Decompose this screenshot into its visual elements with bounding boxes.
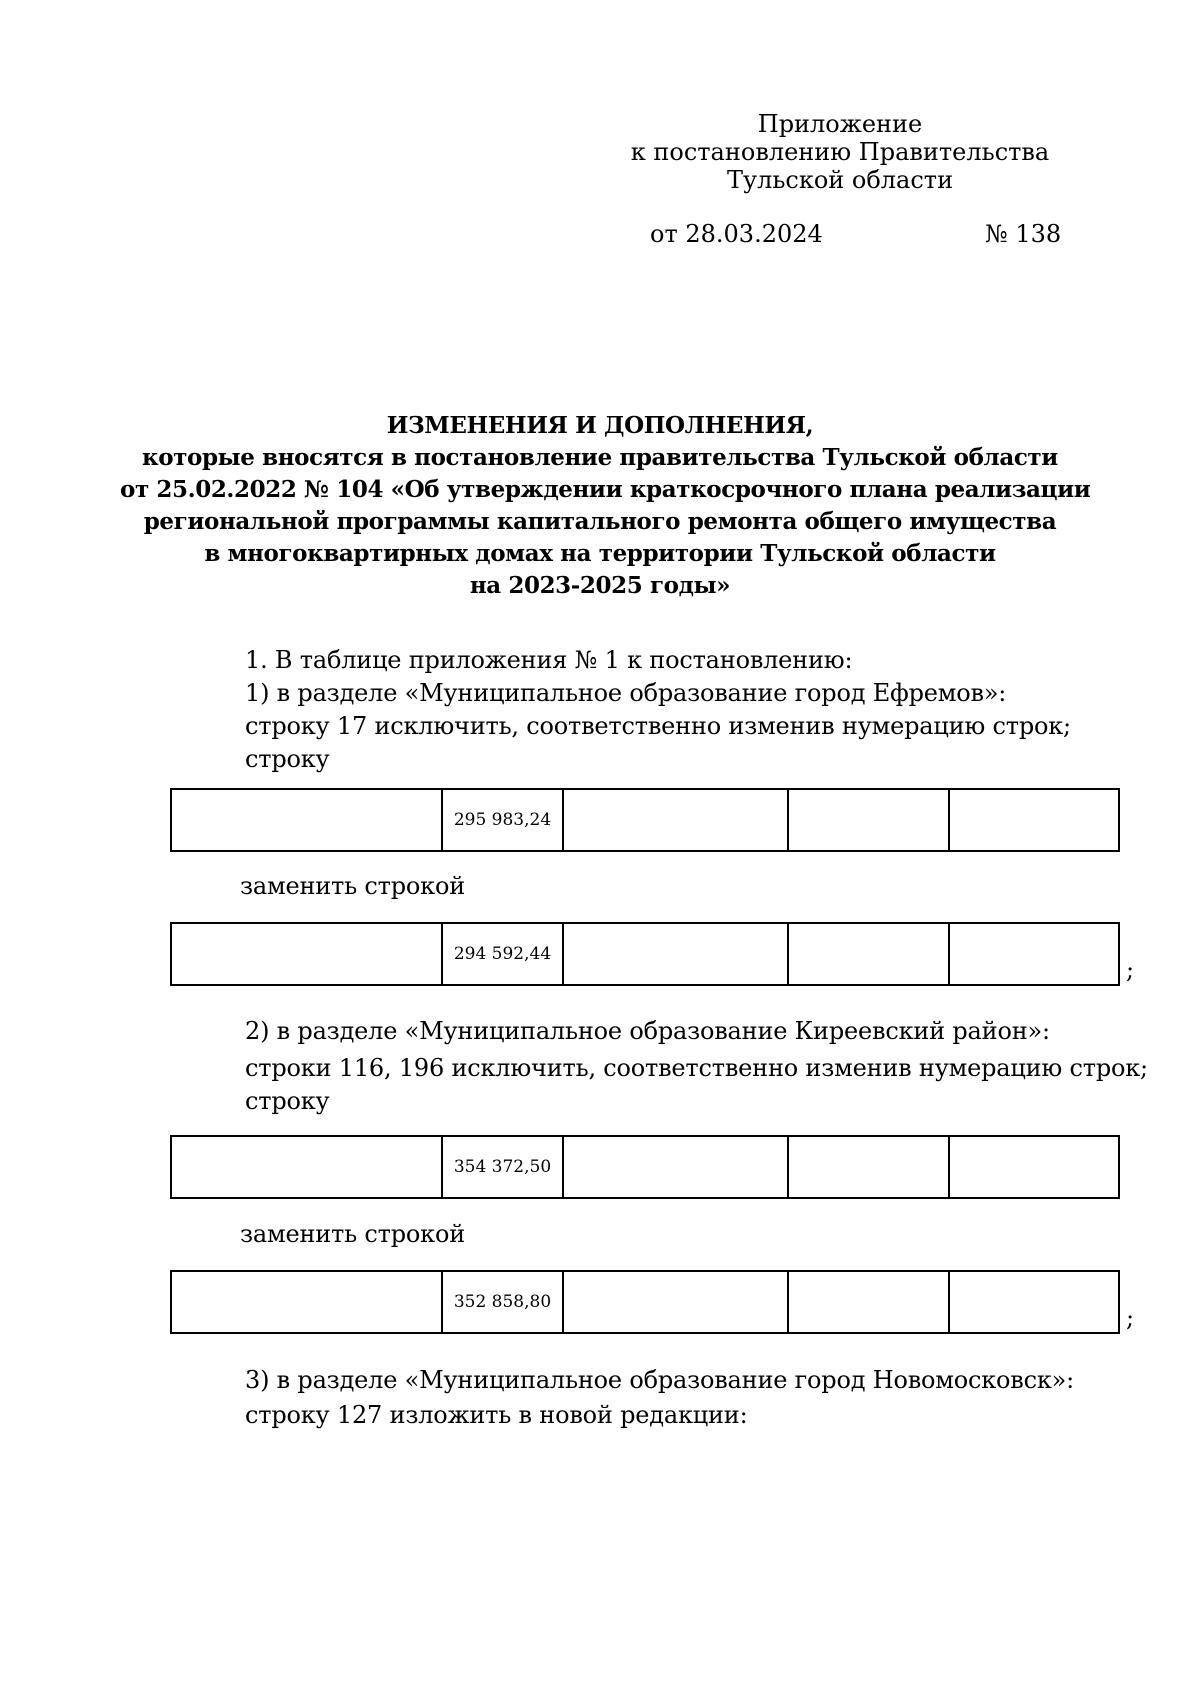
table-row-old-2: [170, 1135, 1120, 1199]
item-1-text: 1. В таблице приложения № 1 к постановлению:: [245, 646, 853, 674]
section-1-heading: 1) в разделе «Муниципальное образование город Ефремов»:: [245, 679, 1007, 707]
section-2-instruction: строки 116, 196 исключить, соответственно изменив нумерацию строк;: [245, 1054, 1148, 1082]
table-row-new-1: [170, 922, 1120, 986]
section-3-instruction: строку 127 изложить в новой редакции:: [245, 1401, 748, 1429]
table-cell: [171, 923, 442, 985]
title-line: на 2023-2025 годы»: [469, 572, 731, 599]
resolution-number: № 138: [985, 220, 1062, 248]
section-2-row-word: строку: [245, 1087, 330, 1115]
semicolon: ;: [1126, 1304, 1135, 1332]
section-2-heading: 2) в разделе «Муниципальное образование Киреевский район»:: [245, 1017, 1050, 1045]
table-cell: [171, 789, 442, 851]
table-cell-value: 354 372,50: [442, 1136, 563, 1198]
replace-text-2: заменить строкой: [240, 1220, 466, 1248]
section-1-instruction: строку 17 исключить, соответственно изменив нумерацию строк;: [245, 712, 1071, 740]
table-cell: [788, 1136, 949, 1198]
appendix-line: Приложение: [757, 110, 923, 138]
table-cell: [563, 1136, 788, 1198]
table-cell: [949, 1271, 1119, 1333]
table-cell: [949, 789, 1119, 851]
table-cell-value: 295 983,24: [442, 789, 563, 851]
table-cell: [563, 923, 788, 985]
title-line: в многоквартирных домах на территории Тульской области: [204, 540, 996, 567]
title-line: ИЗМЕНЕНИЯ И ДОПОЛНЕНИЯ,: [386, 412, 814, 439]
document-title: [120, 410, 1091, 602]
section-3-heading: 3) в разделе «Муниципальное образование город Новомосковск»:: [245, 1366, 1074, 1394]
table-cell: [563, 1271, 788, 1333]
table-cell-value: 294 592,44: [442, 923, 563, 985]
section-1-row-word: строку: [245, 745, 330, 773]
appendix-block: [620, 110, 1060, 194]
title-line: которые вносятся в постановление правительства Тульской области: [142, 444, 1058, 471]
table-cell: [788, 923, 949, 985]
table-cell: [171, 1271, 442, 1333]
table-cell: [563, 789, 788, 851]
table-cell: [171, 1136, 442, 1198]
table-cell-value: 352 858,80: [442, 1271, 563, 1333]
replace-text-1: заменить строкой: [240, 872, 466, 900]
appendix-line: Тульской области: [726, 166, 954, 194]
table-row-new-2: [170, 1270, 1120, 1334]
table-cell: [949, 923, 1119, 985]
table-cell: [788, 789, 949, 851]
table-cell: [949, 1136, 1119, 1198]
table-cell: [788, 1271, 949, 1333]
title-line: от 25.02.2022 № 104 «Об утверждении краткосрочного плана реализации: [120, 476, 1091, 503]
appendix-line: к постановлению Правительства: [630, 138, 1050, 166]
semicolon: ;: [1126, 956, 1135, 984]
table-row-old-1: [170, 788, 1120, 852]
resolution-date: от 28.03.2024: [650, 220, 823, 248]
title-line: региональной программы капитального ремонта общего имущества: [143, 508, 1057, 535]
